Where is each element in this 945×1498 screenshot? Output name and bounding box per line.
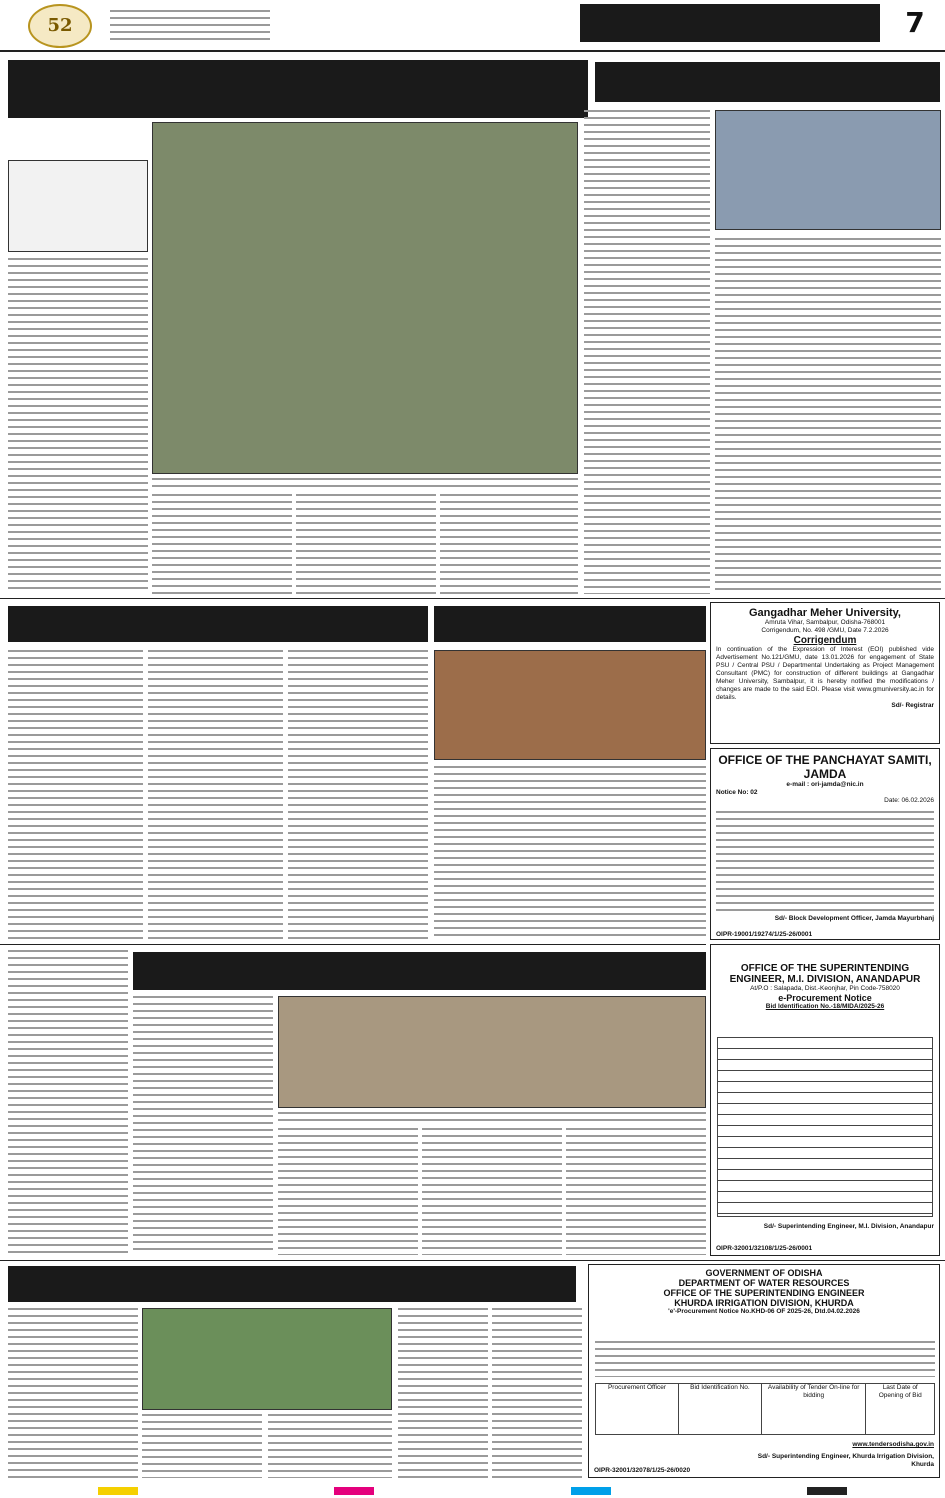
ad-table-header: Bid Identification No. (679, 1384, 762, 1434)
ad-notice: Notice No: 02 (716, 789, 758, 796)
headline-placeholder-6 (8, 1266, 576, 1302)
body-column (566, 1128, 706, 1255)
dateline-placeholder (110, 10, 270, 40)
body-column (398, 1308, 488, 1478)
jamda-tender-ad (710, 748, 940, 940)
body-column (268, 1414, 392, 1478)
meeting-photo (278, 996, 706, 1108)
page-number: 7 (905, 6, 925, 39)
anandapur-eprocurement-ad (710, 944, 940, 1256)
ad-title: Gangadhar Meher University, (748, 607, 901, 619)
ad-division: KHURDA IRRIGATION DIVISION, KHURDA (674, 1298, 854, 1308)
masthead (0, 0, 945, 50)
ad-body-placeholder (716, 811, 934, 911)
ad-website: www.tendersodisha.gov.in (852, 1441, 934, 1448)
ad-table-placeholder (717, 1037, 933, 1217)
body-column (278, 1128, 418, 1255)
ad-address: Amruta Vihar, Sambalpur, Odisha-768001 (764, 619, 886, 626)
body-column (584, 110, 710, 594)
print-color-bar (0, 1484, 945, 1498)
body-column (8, 258, 148, 594)
body-column (422, 1128, 562, 1255)
body-column (152, 494, 292, 594)
right-photo (715, 110, 941, 230)
gmu-corrigendum-ad (710, 602, 940, 744)
body-column (8, 950, 128, 1255)
ad-email: e-mail : ori-jamda@nic.in (786, 781, 864, 788)
ad-bid: Bid Identification No.-18/MIDA/2025-26 (765, 1003, 885, 1010)
section-rule (0, 1260, 945, 1261)
ad-body-placeholder (595, 1341, 935, 1377)
ad-table (595, 1383, 935, 1435)
ad-title: GOVERNMENT OF ODISHA (705, 1268, 823, 1278)
body-column (8, 650, 143, 940)
ad-ref: OIPR-19001/19274/1/25-26/0001 (716, 931, 813, 938)
ad-address: At/P.O : Salapada, Dist.-Keonjhar, Pin Code-758020 (750, 985, 900, 992)
body-column (715, 238, 941, 594)
body-column (492, 1308, 582, 1478)
body-column (440, 494, 578, 594)
ad-sign: Sd/- Superintending Engineer, M.I. Division, Anandapur (763, 1223, 934, 1230)
ad-sign: Sd/- Superintending Engineer, Khurda Irrigation Division, Khurda (757, 1453, 934, 1468)
section-rule (0, 944, 706, 945)
sports-photo (142, 1308, 392, 1410)
body-column (142, 1414, 262, 1478)
registration-mark (571, 1487, 611, 1495)
ad-heading: Corrigendum (793, 635, 857, 646)
ad-ref: OIPR-32001/32108/1/25-26/0001 (716, 1245, 813, 1252)
registration-mark (807, 1487, 847, 1495)
headline-placeholder-3 (8, 606, 428, 642)
body-column (148, 650, 283, 940)
ad-table-header: Availability of Tender On-line for bidding (762, 1384, 867, 1434)
ad-ref: OIPR-32001/32078/1/25-26/0020 (594, 1467, 691, 1474)
headline-placeholder-2 (595, 62, 940, 102)
ad-title: OFFICE OF THE PANCHAYAT SAMITI, JAMDA (718, 753, 932, 781)
ad-heading: e-Procurement Notice (778, 993, 872, 1003)
registration-mark (334, 1487, 374, 1495)
ad-sign: Sd/- Block Development Officer, Jamda Mayurbhanj (774, 915, 934, 922)
anniversary-number: 52 (47, 15, 73, 36)
body-column (8, 1308, 138, 1478)
bullet-box (8, 160, 148, 252)
ad-body: In continuation of the Expression of Interest (EOI) published vide Advertisement No.121/GMU, date 13.01.2026 for engagement of State PSU / Central PSU / Departmental Undertaking as Project Management Consultant (PMC) for construction of different buildings at Gangadhar Meher University, Sambalpur, it is hereby notified the modifications / changes are made to the said EOI. Please visit www.gmuniversity.ac.in for details. (716, 646, 934, 701)
masthead-rule (0, 50, 945, 52)
section-rule (0, 598, 945, 599)
ad-title: OFFICE OF THE SUPERINTENDING ENGINEER, M.I. DIVISION, ANANDAPUR (729, 963, 921, 985)
body-column (288, 650, 428, 940)
anniversary-badge (28, 4, 92, 48)
body-column (434, 766, 706, 940)
ad-date: Date: 06.02.2026 (884, 797, 934, 804)
body-column (296, 494, 436, 594)
ad-office: OFFICE OF THE SUPERINTENDING ENGINEER (663, 1288, 865, 1298)
headline-placeholder-4 (434, 606, 706, 642)
khurda-eprocurement-ad (588, 1264, 940, 1478)
headline-placeholder-5 (133, 952, 706, 990)
body-column (133, 996, 273, 1255)
headline-placeholder-1 (8, 60, 588, 118)
function-photo (434, 650, 706, 760)
ad-dept: DEPARTMENT OF WATER RESOURCES (678, 1278, 850, 1288)
ad-sign: Sd/- Registrar (891, 702, 934, 709)
photo-caption (152, 478, 578, 490)
lead-photo (152, 122, 578, 474)
registration-mark (98, 1487, 138, 1495)
section-banner (580, 4, 880, 42)
ad-table-header: Last Date of Opening of Bid (878, 1384, 922, 1399)
photo-caption (278, 1112, 706, 1122)
ad-notice: 'e'-Procurement Notice No.KHD-06 OF 2025-26, Dtd.04.02.2026 (668, 1308, 860, 1315)
ad-ref: Corrigendum, No. 498 /GMU, Date 7.2.2026 (761, 627, 889, 634)
ad-table-header: Procurement Officer (596, 1384, 679, 1434)
